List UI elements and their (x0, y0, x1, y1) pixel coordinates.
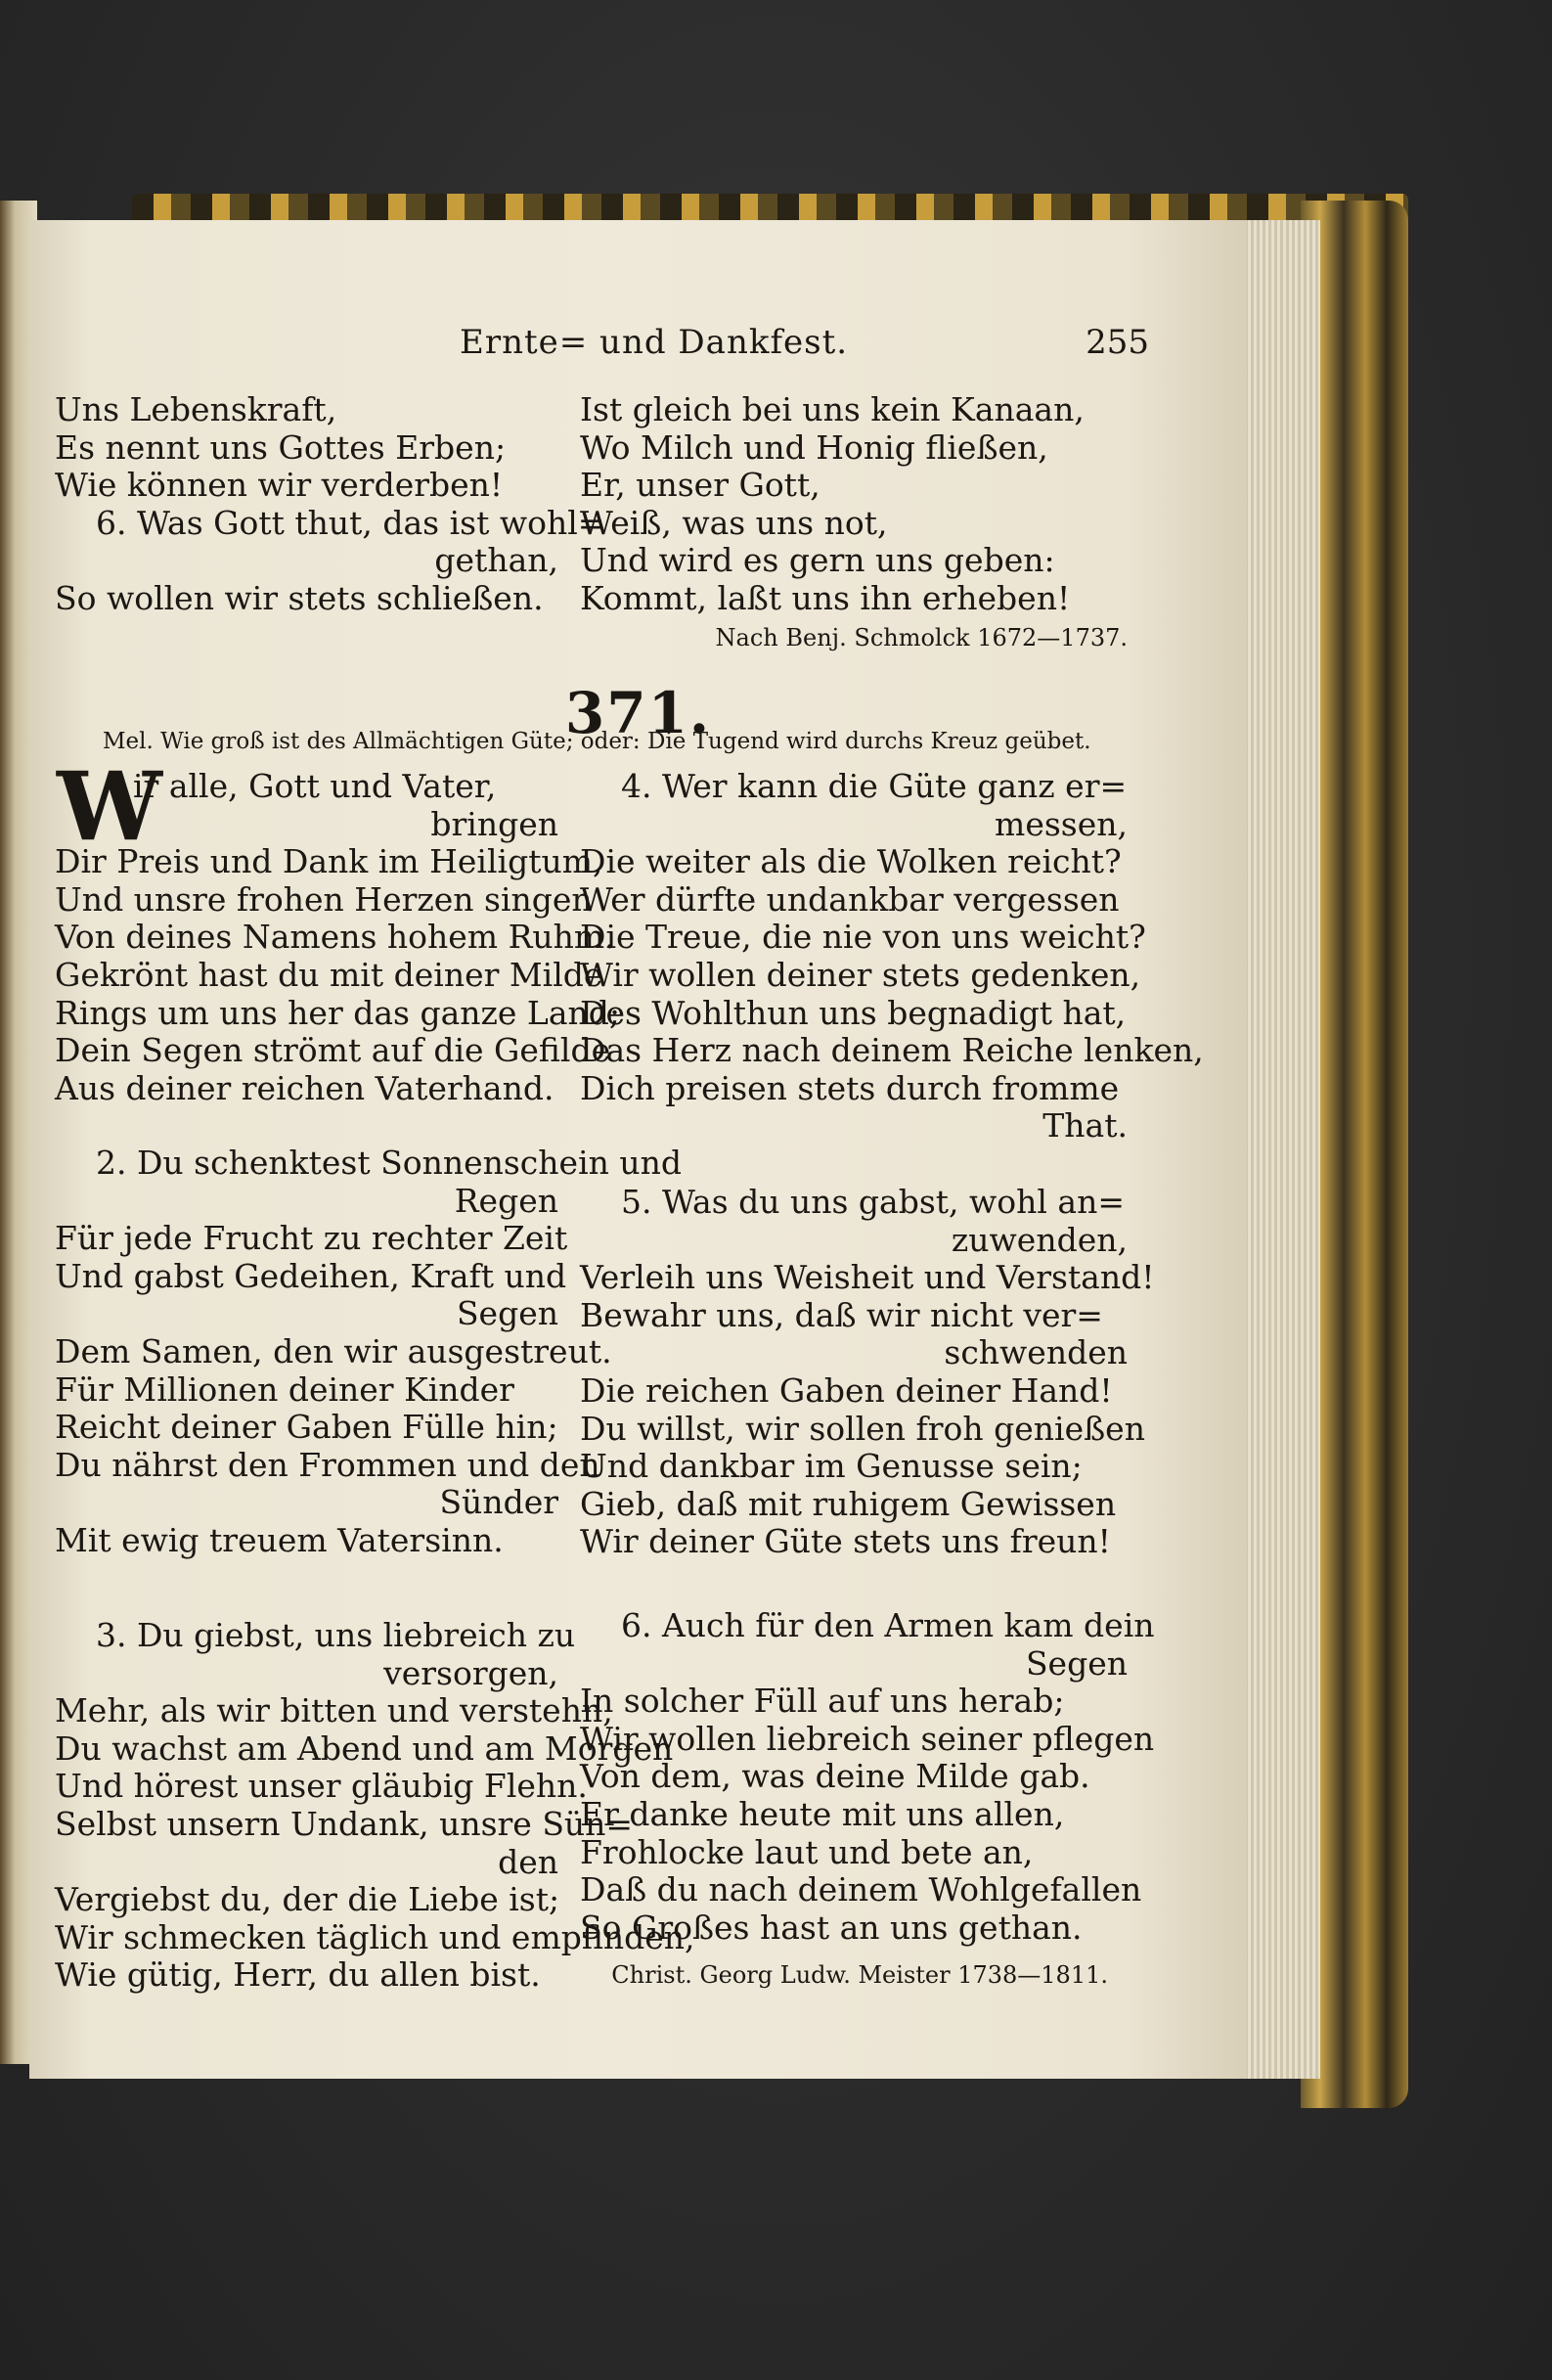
verse-line: Bewahr uns, daß wir nicht ver= (580, 1295, 1103, 1334)
verse-line: Du wachst am Abend und am Morgen (55, 1729, 674, 1768)
book-page (29, 220, 1247, 2079)
verse-line: schwenden (944, 1333, 1128, 1372)
verse-line: Und unsre frohen Herzen singen (55, 879, 593, 919)
verse-line: 6. Auch für den Armen kam dein (621, 1606, 1155, 1644)
running-head-title: Ernte= und Dankfest. (460, 323, 849, 362)
verse-line: Das Herz nach deinem Reiche lenken, (580, 1031, 1204, 1070)
verse-line: Die weiter als die Wolken reicht? (580, 842, 1122, 881)
verse-line: Für Millionen deiner Kinder (55, 1370, 514, 1409)
verse-line: Gieb, daß mit ruhigem Gewissen (580, 1484, 1117, 1523)
verse-line: Gekrönt hast du mit deiner Milde (55, 955, 603, 994)
verse-line: zuwenden, (951, 1220, 1128, 1259)
verse-line: Aus deiner reichen Vaterhand. (55, 1068, 554, 1107)
verse-line: Daß du nach deinem Wohlgefallen (580, 1870, 1142, 1909)
verse-line: Mehr, als wir bitten und verstehn, (55, 1691, 613, 1730)
prev-hymn-attribution: Nach Benj. Schmolck 1672—1737. (715, 623, 1128, 651)
melody-line: Mel. Wie groß ist des Allmächtigen Güte; oder: Die Tugend wird durchs Kreuz geübet. (103, 729, 1091, 754)
verse-line: Du willst, wir sollen froh genießen (580, 1409, 1145, 1448)
verse-line: Rings um uns her das ganze Land; (55, 993, 620, 1032)
verse-line: Wir wollen deiner stets gedenken, (580, 955, 1141, 994)
verse-line: messen, (995, 804, 1128, 843)
verse-line: Wer dürfte undankbar vergessen (580, 879, 1120, 919)
verse-line: Dein Segen strömt auf die Gefilde (55, 1031, 611, 1070)
verse-line: Wir wollen liebreich seiner pflegen (580, 1719, 1155, 1758)
verse-line: den (498, 1842, 558, 1881)
verse-line: Für jede Frucht zu rechter Zeit (55, 1219, 568, 1258)
verse-line: Uns Lebenskraft, (55, 390, 337, 428)
verse-line: bringen (430, 804, 558, 843)
verse-line: Kommt, laßt uns ihn erheben! (580, 578, 1071, 617)
hymn-number: 371. (564, 680, 712, 746)
verse-line: Dem Samen, den wir ausgestreut. (55, 1331, 612, 1370)
verse-line: So wollen wir stets schließen. (55, 578, 544, 617)
page-stack-edge (1242, 220, 1320, 2079)
verse-line: 2. Du schenktest Sonnenschein und (96, 1144, 682, 1182)
verse-line: That. (1042, 1106, 1128, 1145)
verse-line: 5. Was du uns gabst, wohl an= (621, 1183, 1126, 1221)
verse-line: Von dem, was deine Milde gab. (580, 1757, 1090, 1796)
stanza-6 (580, 1607, 1167, 1947)
verse-line: Selbst unsern Undank, unsre Sün= (55, 1804, 634, 1843)
verse-line: Und hörest unser gläubig Flehn. (55, 1767, 588, 1806)
verse-line: Und wird es gern uns geben: (580, 541, 1055, 580)
verse-line: Wo Milch und Honig fließen, (580, 427, 1048, 467)
verse-line: Wie können wir verderben! (55, 466, 504, 505)
stanza-2 (55, 1144, 682, 1560)
stanza-3 (55, 1616, 695, 1995)
verse-line: Du nährst den Frommen und den (55, 1445, 600, 1484)
verse-line: Es nennt uns Gottes Erben; (55, 427, 507, 467)
verse-line: Des Wohlthun uns begnadigt hat, (580, 993, 1127, 1032)
verse-line: Die Treue, die nie von uns weicht? (580, 918, 1146, 957)
page-number: 255 (1086, 323, 1149, 362)
verse-line: So Großes hast an uns gethan. (580, 1908, 1083, 1947)
stanza-1 (55, 767, 620, 1107)
hymn-attribution: Christ. Georg Ludw. Meister 1738—1811. (611, 1961, 1108, 1989)
verse-line: Segen (1025, 1643, 1128, 1683)
stanza-5 (580, 1184, 1167, 1561)
drop-cap-initial: W (57, 751, 162, 862)
verse-line: gethan, (434, 541, 558, 580)
stanza-4 (580, 767, 1204, 1145)
running-head (29, 323, 1247, 372)
verse-line: Mit ewig treuem Vatersinn. (55, 1520, 504, 1559)
verse-line: Reicht deiner Gaben Fülle hin; (55, 1408, 558, 1447)
verse-line: Weiß, was uns not, (580, 503, 888, 542)
verse-line: Und gabst Gedeihen, Kraft und (55, 1256, 567, 1295)
prev-hymn-left (55, 390, 605, 618)
verse-line: Regen (454, 1181, 558, 1220)
verse-line: Er, unser Gott, (580, 466, 820, 505)
verse-line: In solcher Füll auf uns herab; (580, 1682, 1065, 1721)
verse-line: Segen (456, 1294, 558, 1333)
verse-line: versorgen, (383, 1653, 558, 1692)
verse-line: ir alle, Gott und Vater, (133, 767, 497, 805)
verse-line: 6. Was Gott thut, das ist wohl= (96, 503, 605, 542)
verse-line: Von deines Namens hohem Ruhm. (55, 918, 615, 957)
verse-line: Wir schmecken täglich und empfinden, (55, 1917, 695, 1956)
prev-hymn-right (580, 391, 1167, 657)
verse-line: Frohlocke laut und bete an, (580, 1832, 1034, 1871)
verse-line: Wir deiner Güte stets uns freun! (580, 1522, 1111, 1561)
verse-line: Ist gleich bei uns kein Kanaan, (580, 390, 1085, 428)
verse-line: Sünder (439, 1483, 558, 1522)
verse-line: Dich preisen stets durch fromme (580, 1068, 1120, 1107)
verse-line: 3. Du giebst, uns liebreich zu (96, 1616, 576, 1654)
verse-line: Wie gütig, Herr, du allen bist. (55, 1955, 541, 1995)
verse-line: Vergiebst du, der die Liebe ist; (55, 1880, 560, 1919)
verse-line: Und dankbar im Genusse sein; (580, 1447, 1083, 1486)
verse-line: Die reichen Gaben deiner Hand! (580, 1370, 1113, 1410)
verse-line: Er danke heute mit uns allen, (580, 1794, 1065, 1833)
verse-line: Verleih uns Weisheit und Verstand! (580, 1258, 1155, 1297)
verse-line: Dir Preis und Dank im Heiligtum, (55, 842, 603, 881)
verse-line: 4. Wer kann die Güte ganz er= (621, 767, 1128, 805)
